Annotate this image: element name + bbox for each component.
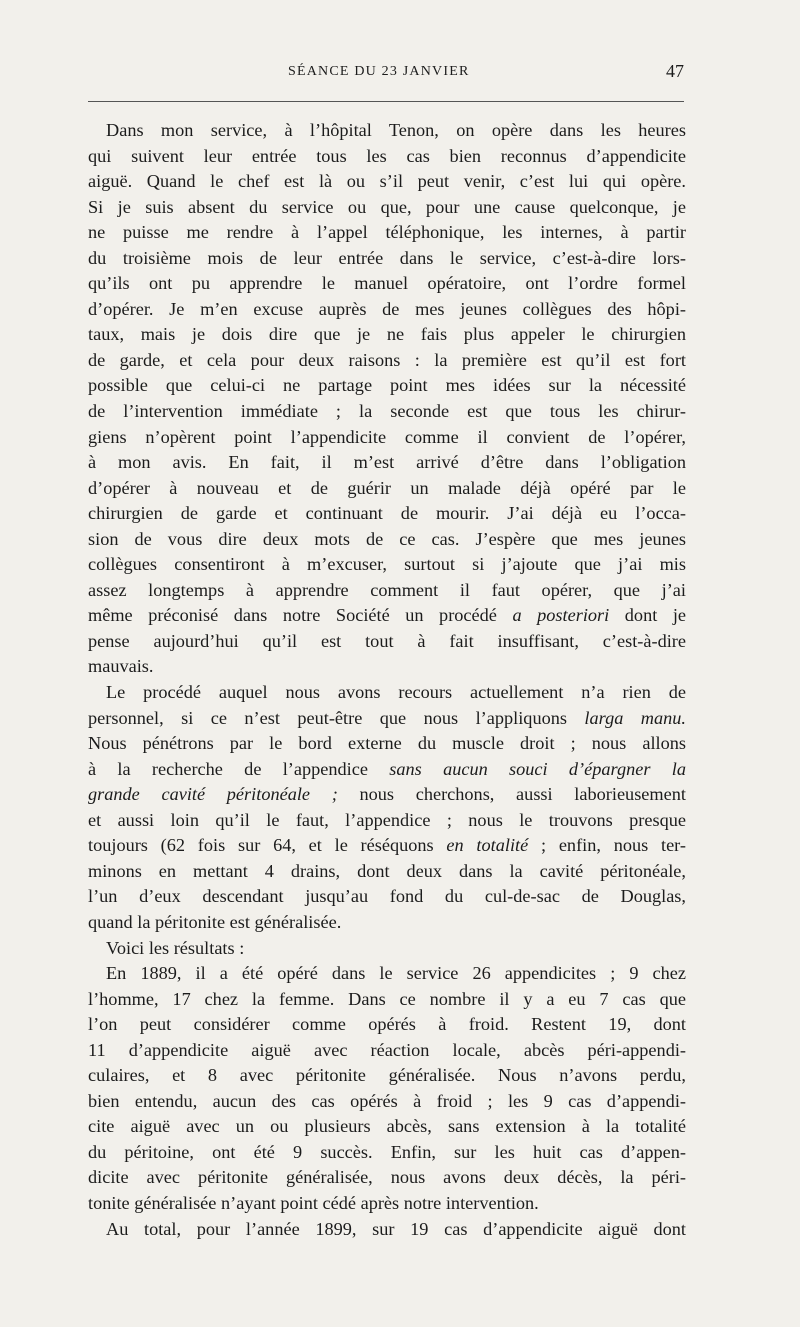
text-line (88, 603, 686, 629)
text-line: de l’intervention immédiate ; la seconde est que tous les chirur- (88, 401, 686, 422)
text-run: à la recherche de l’appendice (88, 758, 390, 779)
header-rule (88, 101, 684, 102)
text-run: nous cherchons, aussi laborieusement (337, 784, 686, 805)
italic-phrase: larga manu. (584, 707, 686, 728)
text-line: sion de vous dire deux mots de ce cas. J’espère que mes jeunes (88, 528, 686, 549)
italic-phrase: sans aucun souci d’épargner la (389, 758, 686, 779)
text-run: personnel, si ce n’est peut-être que nous l’appliquons (88, 707, 585, 728)
text-line: d’opérer. Je m’en excuse auprès de mes jeunes collègues des hôpi- (88, 298, 686, 319)
text-line (88, 833, 686, 859)
text-line: quand la péritonite est généralisée. (88, 911, 342, 932)
text-line: Dans mon service, à l’hôpital Tenon, on opère dans les heures (106, 120, 686, 140)
text-line: du troisième mois de leur entrée dans le service, c’est-à-dire lors- (88, 247, 686, 268)
text-line: Au total, pour l’année 1899, sur 19 cas d’appendicite aiguë dont (106, 1218, 686, 1239)
text-line: de garde, et cela pour deux raisons : la première est qu’il est fort (88, 349, 686, 370)
text-line: Voici les résultats : (106, 937, 245, 958)
text-line: En 1889, il a été opéré dans le service 26 appendicites ; 9 chez (106, 963, 686, 984)
text-line: mauvais. (88, 656, 154, 677)
page-number: 47 (666, 61, 684, 81)
text-line: Si je suis absent du service ou que, pour une cause quelconque, je (88, 196, 686, 217)
text-line (88, 757, 686, 783)
text-line: chirurgien de garde et continuant de mourir. J’ai déjà eu l’occa- (88, 503, 686, 524)
running-title: SÉANCE DU 23 JANVIER (288, 64, 470, 79)
text-run: même préconisé dans notre Société un procédé (88, 605, 513, 626)
text-line: 11 d’appendicite aiguë avec réaction locale, abcès péri-appendi- (88, 1039, 686, 1060)
text-line: qui suivent leur entrée tous les cas bien reconnus d’appendicite (88, 145, 686, 166)
text-line: aiguë. Quand le chef est là ou s’il peut venir, c’est lui qui opère. (88, 171, 686, 192)
text-line: ne puisse me rendre à l’appel téléphonique, les internes, à partir (88, 222, 686, 243)
italic-phrase: a posteriori (512, 605, 610, 626)
text-line: taux, mais je dois dire que je ne fais plus appeler le chirurgien (88, 324, 686, 345)
body-text (88, 118, 686, 1242)
italic-phrase: grande cavité péritonéale ; (88, 784, 338, 805)
text-line (88, 706, 686, 732)
text-line: et aussi loin qu’il le faut, l’appendice ; nous le trouvons presque (88, 809, 686, 830)
text-line: pense aujourd’hui qu’il est tout à fait insuffisant, c’est-à-dire (88, 630, 686, 651)
text-line: Nous pénétrons par le bord externe du muscle droit ; nous allons (88, 733, 686, 754)
text-line: Le procédé auquel nous avons recours actuellement n’a rien de (106, 682, 686, 703)
text-line (88, 782, 686, 808)
text-line: l’on peut considérer comme opérés à froid. Restent 19, dont (88, 1014, 686, 1035)
text-line: à mon avis. En fait, il m’est arrivé d’être dans l’obligation (88, 452, 686, 473)
text-line: l’homme, 17 chez la femme. Dans ce nombre il y a eu 7 cas que (88, 988, 686, 1009)
text-line: du péritoine, ont été 9 succès. Enfin, sur les huit cas d’appen- (88, 1141, 686, 1162)
text-line: culaires, et 8 avec péritonite généralisée. Nous n’avons perdu, (88, 1065, 686, 1086)
text-line: giens n’opèrent point l’appendicite comme il convient de l’opérer, (88, 426, 686, 447)
text-line: bien entendu, aucun des cas opérés à froid ; les 9 cas d’appendi- (88, 1090, 686, 1111)
text-line: l’un d’eux descendant jusqu’au fond du cul-de-sac de Douglas, (88, 886, 686, 907)
text-line: possible que celui-ci ne partage point mes idées sur la nécessité (88, 375, 686, 396)
text-line: qu’ils ont pu apprendre le manuel opératoire, ont l’ordre formel (88, 273, 686, 294)
text-line: minons en mettant 4 drains, dont deux dans la cavité péritonéale, (88, 860, 686, 881)
text-run: toujours (62 fois sur 64, et le réséquons (88, 835, 447, 856)
italic-phrase: en totalité (446, 835, 529, 856)
text-line: d’opérer à nouveau et de guérir un malade déjà opéré par le (88, 477, 686, 498)
text-line: dicite avec péritonite généralisée, nous avons deux décès, la péri- (88, 1167, 686, 1188)
text-line: collègues consentiront à m’excuser, surtout si j’ajoute que j’ai mis (88, 554, 686, 575)
text-run: ; enfin, nous ter- (528, 835, 686, 856)
text-run: dont je (609, 605, 687, 626)
text-line: tonite généralisée n’ayant point cédé après notre intervention. (88, 1192, 539, 1213)
running-header (88, 61, 684, 84)
text-line: cite aiguë avec un ou plusieurs abcès, sans extension à la totalité (88, 1116, 686, 1137)
text-line: assez longtemps à apprendre comment il faut opérer, que j’ai (88, 579, 686, 600)
